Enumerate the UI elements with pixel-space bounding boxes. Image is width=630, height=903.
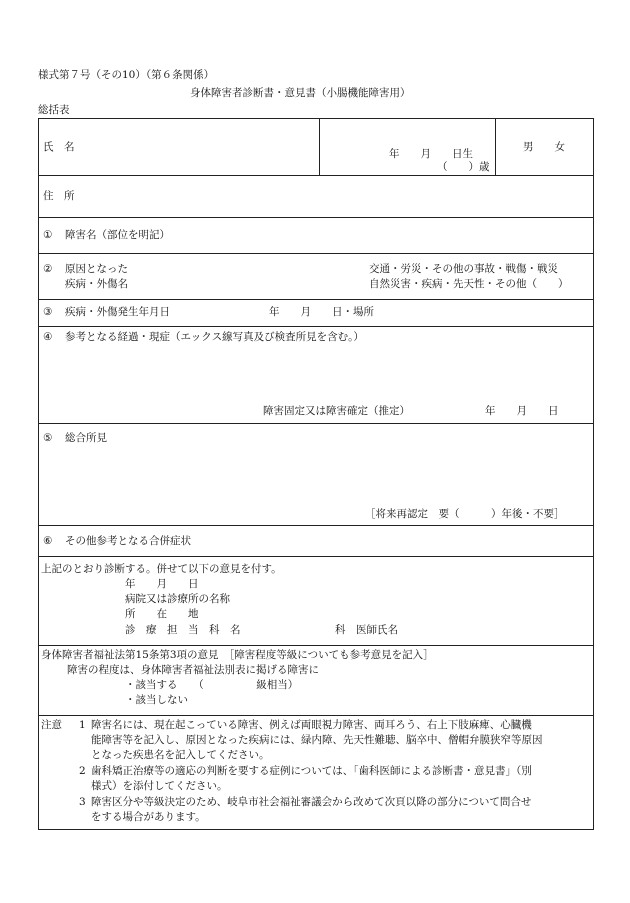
address-label: 住 所 bbox=[43, 190, 75, 202]
disability-name-label: 障害名（部位を明記） bbox=[65, 229, 170, 241]
certificate-form bbox=[38, 118, 594, 830]
fixed-date-label: 障害固定又は障害確定（推定） bbox=[263, 405, 410, 417]
note-2-number: 2 bbox=[79, 765, 86, 777]
findings-number: ⑤ bbox=[43, 432, 53, 444]
birth-date-field[interactable]: 年 月 日生 bbox=[389, 148, 473, 160]
note-1-line1: 障害名には、現在起こっている障害、例えば両眼視力障害、両耳ろう、右上下肢麻痺、心臓機 bbox=[91, 719, 532, 731]
cause-options-line2[interactable]: 自然災害・疾病・先天性・その他（ ） bbox=[369, 278, 569, 290]
note-3-number: 3 bbox=[79, 796, 86, 808]
form-title: 身体障害者診断書・意見書（小腸機能障害用） bbox=[190, 87, 411, 99]
note-1-number: 1 bbox=[79, 719, 86, 731]
hospital-name-label: 病院又は診療所の名称 bbox=[125, 593, 230, 605]
department-label: 診 療 担 当 科 名 bbox=[125, 624, 241, 636]
recertification-field[interactable]: ［将来再認定 要（ ）年後・不要］ bbox=[365, 508, 565, 520]
onset-date-field[interactable]: 年 月 日・場所 bbox=[269, 306, 374, 318]
onset-number: ③ bbox=[43, 306, 53, 318]
hospital-location-label: 所 在 地 bbox=[125, 608, 199, 620]
history-number: ④ bbox=[43, 331, 53, 343]
doctor-name-label: 科 医師氏名 bbox=[335, 624, 398, 636]
note-3-line2: をする場合があります。 bbox=[91, 811, 206, 823]
diagnosis-statement: 上記のとおり診断する。併せて以下の意見を付す。 bbox=[41, 563, 282, 575]
name-label: 氏 名 bbox=[43, 141, 75, 153]
disability-name-number: ① bbox=[43, 229, 53, 241]
age-field[interactable]: （ ）歳 bbox=[437, 161, 490, 173]
complications-label: その他参考となる合併症状 bbox=[65, 535, 191, 547]
note-2-line1: 歯科矯正治療等の適応の判断を要する症例については、「歯科医師による診断書・意見書」（別 bbox=[91, 765, 532, 777]
cause-label-line2: 疾病・外傷名 bbox=[65, 278, 128, 290]
sex-field[interactable]: 男 女 bbox=[523, 141, 565, 153]
section-label: 総括表 bbox=[38, 104, 70, 116]
opinion-line2: 障害の程度は、身体障害者福祉法別表に掲げる障害に bbox=[67, 664, 319, 676]
note-3-line1: 障害区分や等級決定のため、岐阜市社会福祉審議会から改めて次頁以降の部分について問合せ bbox=[91, 796, 532, 808]
form-number: 様式第７号（その10）（第６条関係） bbox=[38, 69, 215, 81]
complications-number: ⑥ bbox=[43, 535, 53, 547]
diagnosis-date[interactable]: 年 月 日 bbox=[125, 578, 199, 590]
fixed-date-field[interactable]: 年 月 日 bbox=[485, 405, 559, 417]
cause-label-line1: 原因となった bbox=[65, 263, 128, 275]
findings-label: 総合所見 bbox=[65, 432, 107, 444]
note-1-line2: 能障害等を記入し、原因となった疾病には、緑内障、先天性難聴、脳卒中、僧帽弁膜狭窄等原因 bbox=[91, 734, 543, 746]
cause-number: ② bbox=[43, 263, 53, 275]
cause-options-line1[interactable]: 交通・労災・その他の事故・戦傷・戦災 bbox=[369, 263, 558, 275]
history-label: 参考となる経過・現症（エックス線写真及び検査所見を含む。） bbox=[65, 331, 364, 343]
onset-label: 疾病・外傷発生年月日 bbox=[65, 306, 170, 318]
opinion-applicable[interactable]: ・該当する （ 級相当） bbox=[125, 679, 299, 691]
notes-label: 注意 bbox=[41, 719, 62, 731]
opinion-heading: 身体障害者福祉法第15条第3項の意見 ［障害程度等級についても参考意見を記入］ bbox=[41, 649, 434, 661]
note-1-line3: となった疾患名を記入してください。 bbox=[91, 749, 270, 761]
note-2-line2: 様式）を添付してください。 bbox=[91, 780, 228, 792]
opinion-not-applicable[interactable]: ・該当しない bbox=[125, 694, 188, 706]
